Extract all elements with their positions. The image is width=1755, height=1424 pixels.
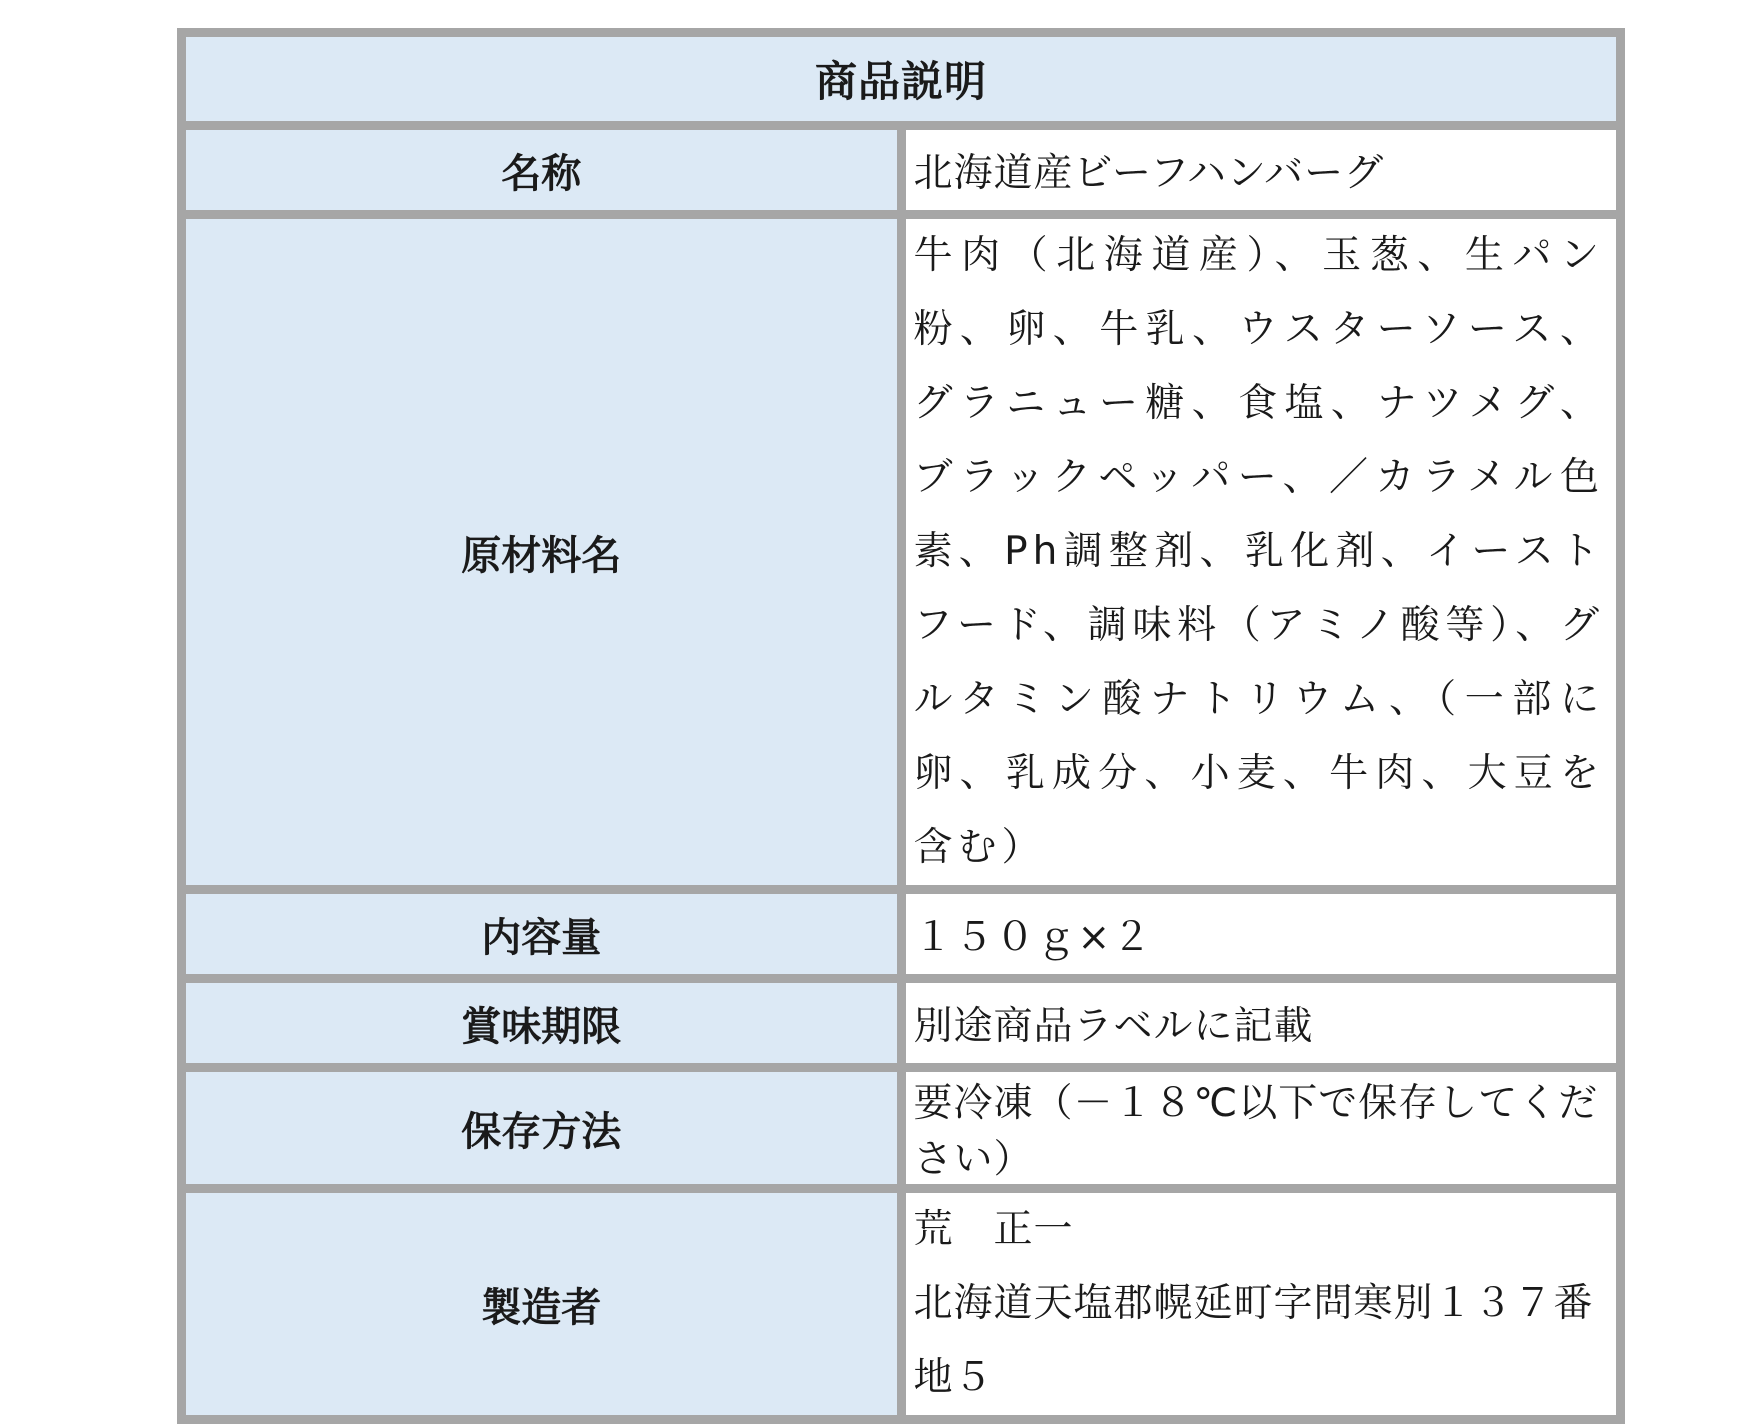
maker-label: 製造者 [182, 1189, 902, 1420]
maker-address: 北海道天塩郡幌延町字問寒別１３７番地５ [913, 1281, 1594, 1400]
name-value-text: 北海道産ビーフハンバーグ [913, 151, 1385, 196]
storage-label: 保存方法 [182, 1068, 902, 1189]
row-expiry [182, 979, 1621, 1068]
expiry-value-text: 別途商品ラベルに記載 [913, 1004, 1314, 1049]
row-maker [182, 1189, 1621, 1420]
row-name [182, 126, 1621, 215]
storage-value [901, 1068, 1621, 1189]
ingredients-value [901, 215, 1621, 890]
row-ingredients [182, 215, 1621, 890]
volume-value-text: １５０ｇ×２ [913, 915, 1154, 960]
volume-value [901, 890, 1621, 979]
maker-value [901, 1189, 1621, 1420]
storage-value-text: 要冷凍（－１８℃以下で保存してください） [913, 1081, 1599, 1182]
row-volume [182, 890, 1621, 979]
product-description-table [177, 28, 1625, 1424]
ingredients-label: 原材料名 [182, 215, 902, 890]
row-storage [182, 1068, 1621, 1189]
maker-name: 荒 正一 [913, 1207, 1074, 1252]
title-row [182, 33, 1621, 126]
ingredients-value-text: 牛肉（北海道産）、玉葱、生パン粉、卵、牛乳、ウスターソース、グラニュー糖、食塩、ナツメグ、ブラックペッパー、／カラメル色素、Ph調整剤、乳化剤、イーストフード、調味料（アミノ酸等）、グルタミン酸ナトリウム、（一部に卵、乳成分、小麦、牛肉、大豆を含む） [913, 233, 1604, 870]
expiry-label: 賞味期限 [182, 979, 902, 1068]
table-title: 商品説明 [182, 33, 1621, 126]
name-label: 名称 [182, 126, 902, 215]
name-value [901, 126, 1621, 215]
volume-label: 内容量 [182, 890, 902, 979]
expiry-value [901, 979, 1621, 1068]
